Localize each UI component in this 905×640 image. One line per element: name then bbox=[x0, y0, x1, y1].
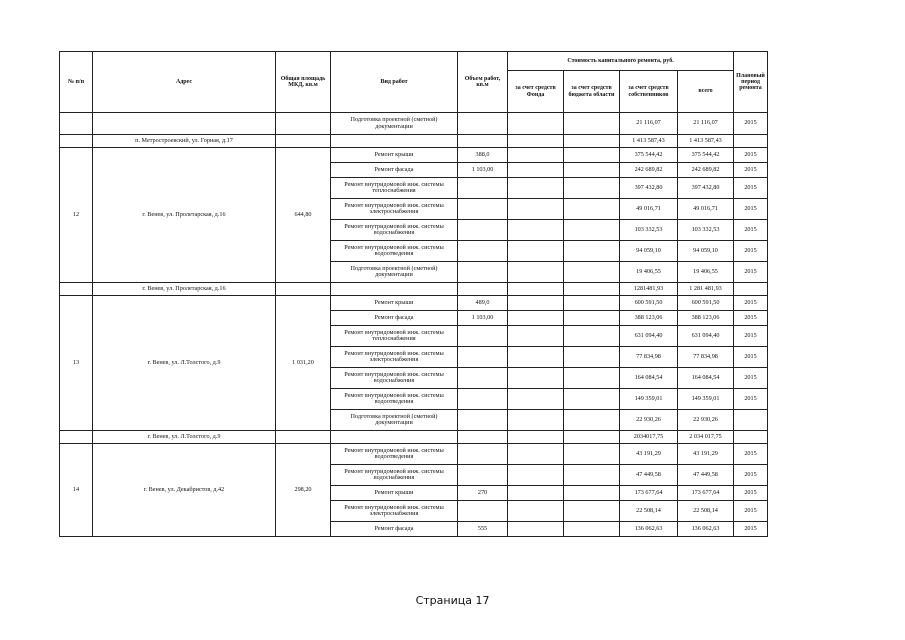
group-area: 298,20 bbox=[276, 444, 331, 537]
cell-volume bbox=[458, 444, 508, 465]
cell-period: 2015 bbox=[734, 444, 768, 465]
header-period: Плановый период ремонта bbox=[734, 52, 768, 113]
cell-volume bbox=[458, 465, 508, 486]
cell-period: 2015 bbox=[734, 163, 768, 178]
subtotal-row bbox=[60, 283, 768, 296]
cell-work: Ремонт крыши bbox=[331, 296, 458, 311]
cell-volume: 489,0 bbox=[458, 296, 508, 311]
cell-volume: 270 bbox=[458, 486, 508, 501]
subtotal-owners: 1281481,93 bbox=[620, 283, 678, 296]
header-num: № п/п bbox=[60, 52, 93, 113]
cell-period: 2015 bbox=[734, 148, 768, 163]
group-area: 644,80 bbox=[276, 148, 331, 283]
cell-period: 2015 bbox=[734, 486, 768, 501]
cell-volume: 388,0 bbox=[458, 148, 508, 163]
cell-total: 164 084,54 bbox=[678, 368, 734, 389]
cell-area bbox=[276, 113, 331, 135]
cell-work: Ремонт внутридомовой инж. системы водоотведения bbox=[331, 389, 458, 410]
header-budget: за счет средств бюджета области bbox=[564, 71, 620, 113]
cell-total: 94 059,10 bbox=[678, 241, 734, 262]
cell-owners: 21 116,07 bbox=[620, 113, 678, 135]
cell-volume bbox=[458, 347, 508, 368]
cell-owners: 22 930,26 bbox=[620, 410, 678, 431]
group-num: 12 bbox=[60, 148, 93, 283]
cell-total: 49 016,71 bbox=[678, 199, 734, 220]
cell-total: 375 544,42 bbox=[678, 148, 734, 163]
header-owners: за счет средств собственников bbox=[620, 71, 678, 113]
cell-work: Ремонт внутридомовой инж. системы электроснабжения bbox=[331, 501, 458, 522]
cell-total: 22 508,14 bbox=[678, 501, 734, 522]
cell-work: Ремонт фасада bbox=[331, 522, 458, 537]
cell-period: 2015 bbox=[734, 262, 768, 283]
cell-work: Ремонт внутридомовой инж. системы электроснабжения bbox=[331, 199, 458, 220]
group-address: г. Венев, ул. Декабристов, д.42 bbox=[93, 444, 276, 537]
cell-owners: 136 062,63 bbox=[620, 522, 678, 537]
subtotal-total: 2 034 017,75 bbox=[678, 431, 734, 444]
cell-fund bbox=[508, 113, 564, 135]
cell-owners: 43 191,29 bbox=[620, 444, 678, 465]
group-address: г. Венев, ул. Л.Толстого, д.9 bbox=[93, 296, 276, 431]
cell-period: 2015 bbox=[734, 347, 768, 368]
cell-volume bbox=[458, 326, 508, 347]
cell-volume: 555 bbox=[458, 522, 508, 537]
subtotal-label: г. Венев, ул. Л.Толстого, д.9 bbox=[93, 431, 276, 444]
cell-period: 2015 bbox=[734, 199, 768, 220]
cell-owners: 173 677,64 bbox=[620, 486, 678, 501]
cell-period: 2015 bbox=[734, 296, 768, 311]
cell-budget bbox=[564, 113, 620, 135]
cell-period: 2015 bbox=[734, 220, 768, 241]
capital-repair-table bbox=[59, 51, 768, 537]
cell-owners: 47 449,58 bbox=[620, 465, 678, 486]
cell-owners: 375 544,42 bbox=[620, 148, 678, 163]
cell-total: 397 432,80 bbox=[678, 178, 734, 199]
cell-volume bbox=[458, 113, 508, 135]
cell-volume bbox=[458, 241, 508, 262]
subtotal-row bbox=[60, 135, 768, 148]
cell-work: Ремонт фасада bbox=[331, 311, 458, 326]
cell-volume: 1 103,00 bbox=[458, 163, 508, 178]
cell-work: Ремонт внутридомовой инж. системы теплоснабжения bbox=[331, 326, 458, 347]
cell-period: 2015 bbox=[734, 389, 768, 410]
header-total: всего bbox=[678, 71, 734, 113]
cell-period bbox=[734, 410, 768, 431]
cell-volume bbox=[458, 501, 508, 522]
subtotal-total: 1 413 587,43 bbox=[678, 135, 734, 148]
cell-owners: 19 406,55 bbox=[620, 262, 678, 283]
subtotal-owners: 1 413 587,43 bbox=[620, 135, 678, 148]
cell-total: 77 834,98 bbox=[678, 347, 734, 368]
table-row bbox=[60, 296, 768, 311]
cell-work: Ремонт внутридомовой инж. системы водоотведения bbox=[331, 444, 458, 465]
subtotal-label: п. Метростроевский, ул. Горная, д.17 bbox=[93, 135, 276, 148]
table-row bbox=[60, 148, 768, 163]
cell-owners: 388 123,06 bbox=[620, 311, 678, 326]
header-fund: за счет средств Фонда bbox=[508, 71, 564, 113]
cell-volume bbox=[458, 410, 508, 431]
cell-total: 47 449,58 bbox=[678, 465, 734, 486]
header-address: Адрес bbox=[93, 52, 276, 113]
cell-period: 2015 bbox=[734, 465, 768, 486]
cell-volume bbox=[458, 368, 508, 389]
cell-owners: 77 834,98 bbox=[620, 347, 678, 368]
group-area: 1 031,20 bbox=[276, 296, 331, 431]
cell-volume bbox=[458, 178, 508, 199]
cell-total: 242 689,82 bbox=[678, 163, 734, 178]
cell-total: 388 123,06 bbox=[678, 311, 734, 326]
cell-work: Ремонт крыши bbox=[331, 148, 458, 163]
cell-work: Подготовка проектной (сметной) документации bbox=[331, 113, 458, 135]
subtotal-total: 1 281 481,93 bbox=[678, 283, 734, 296]
cell-total: 19 406,55 bbox=[678, 262, 734, 283]
cell-period: 2015 bbox=[734, 368, 768, 389]
cell-total: 136 062,63 bbox=[678, 522, 734, 537]
cell-total: 600 591,50 bbox=[678, 296, 734, 311]
cell-total: 43 191,29 bbox=[678, 444, 734, 465]
cell-owners: 164 084,54 bbox=[620, 368, 678, 389]
cell-total: 21 116,07 bbox=[678, 113, 734, 135]
cell-owners: 94 059,10 bbox=[620, 241, 678, 262]
cell-volume bbox=[458, 199, 508, 220]
subtotal-label: г. Венев, ул. Пролетарская, д.16 bbox=[93, 283, 276, 296]
cell-owners: 22 508,14 bbox=[620, 501, 678, 522]
cell-owners: 49 016,71 bbox=[620, 199, 678, 220]
cell-period: 2015 bbox=[734, 178, 768, 199]
cell-volume: 1 103,00 bbox=[458, 311, 508, 326]
group-num: 14 bbox=[60, 444, 93, 537]
cell-total: 149 359,01 bbox=[678, 389, 734, 410]
cell-total: 631 094,40 bbox=[678, 326, 734, 347]
cell-work: Ремонт внутридомовой инж. системы водоотведения bbox=[331, 241, 458, 262]
subtotal-row bbox=[60, 431, 768, 444]
cell-num bbox=[60, 113, 93, 135]
table-row bbox=[60, 444, 768, 465]
cell-owners: 397 432,80 bbox=[620, 178, 678, 199]
cell-total: 22 930,26 bbox=[678, 410, 734, 431]
group-address: г. Венев, ул. Пролетарская, д.16 bbox=[93, 148, 276, 283]
cell-work: Ремонт фасада bbox=[331, 163, 458, 178]
cell-period: 2015 bbox=[734, 501, 768, 522]
cell-work: Ремонт крыши bbox=[331, 486, 458, 501]
cell-work: Ремонт внутридомовой инж. системы теплоснабжения bbox=[331, 178, 458, 199]
table-row bbox=[60, 113, 768, 135]
cell-period: 2015 bbox=[734, 241, 768, 262]
header-cost-group: Стоимость капитального ремонта, руб. bbox=[508, 52, 734, 71]
group-num: 13 bbox=[60, 296, 93, 431]
cell-work: Ремонт внутридомовой инж. системы электроснабжения bbox=[331, 347, 458, 368]
header-area: Общая площадь МКД, кв.м bbox=[276, 52, 331, 113]
cell-volume bbox=[458, 220, 508, 241]
cell-volume bbox=[458, 389, 508, 410]
cell-work: Ремонт внутридомовой инж. системы водоснабжения bbox=[331, 368, 458, 389]
cell-period: 2015 bbox=[734, 326, 768, 347]
cell-owners: 242 689,82 bbox=[620, 163, 678, 178]
header-work-type: Вид работ bbox=[331, 52, 458, 113]
cell-period: 2015 bbox=[734, 113, 768, 135]
cell-period: 2015 bbox=[734, 522, 768, 537]
cell-volume bbox=[458, 262, 508, 283]
cell-total: 173 677,64 bbox=[678, 486, 734, 501]
cell-owners: 103 332,53 bbox=[620, 220, 678, 241]
page-number: Страница 17 bbox=[415, 594, 490, 607]
cell-work: Ремонт внутридомовой инж. системы водоснабжения bbox=[331, 220, 458, 241]
cell-work: Подготовка проектной (сметной) документации bbox=[331, 410, 458, 431]
cell-owners: 600 591,50 bbox=[620, 296, 678, 311]
cell-period: 2015 bbox=[734, 311, 768, 326]
cell-work: Ремонт внутридомовой инж. системы водоснабжения bbox=[331, 465, 458, 486]
cell-work: Подготовка проектной (сметной) документации bbox=[331, 262, 458, 283]
cell-owners: 631 094,40 bbox=[620, 326, 678, 347]
cell-owners: 149 359,01 bbox=[620, 389, 678, 410]
subtotal-owners: 2034017,75 bbox=[620, 431, 678, 444]
cell-total: 103 332,53 bbox=[678, 220, 734, 241]
cell-address bbox=[93, 113, 276, 135]
header-volume: Объем работ, кв.м bbox=[458, 52, 508, 113]
